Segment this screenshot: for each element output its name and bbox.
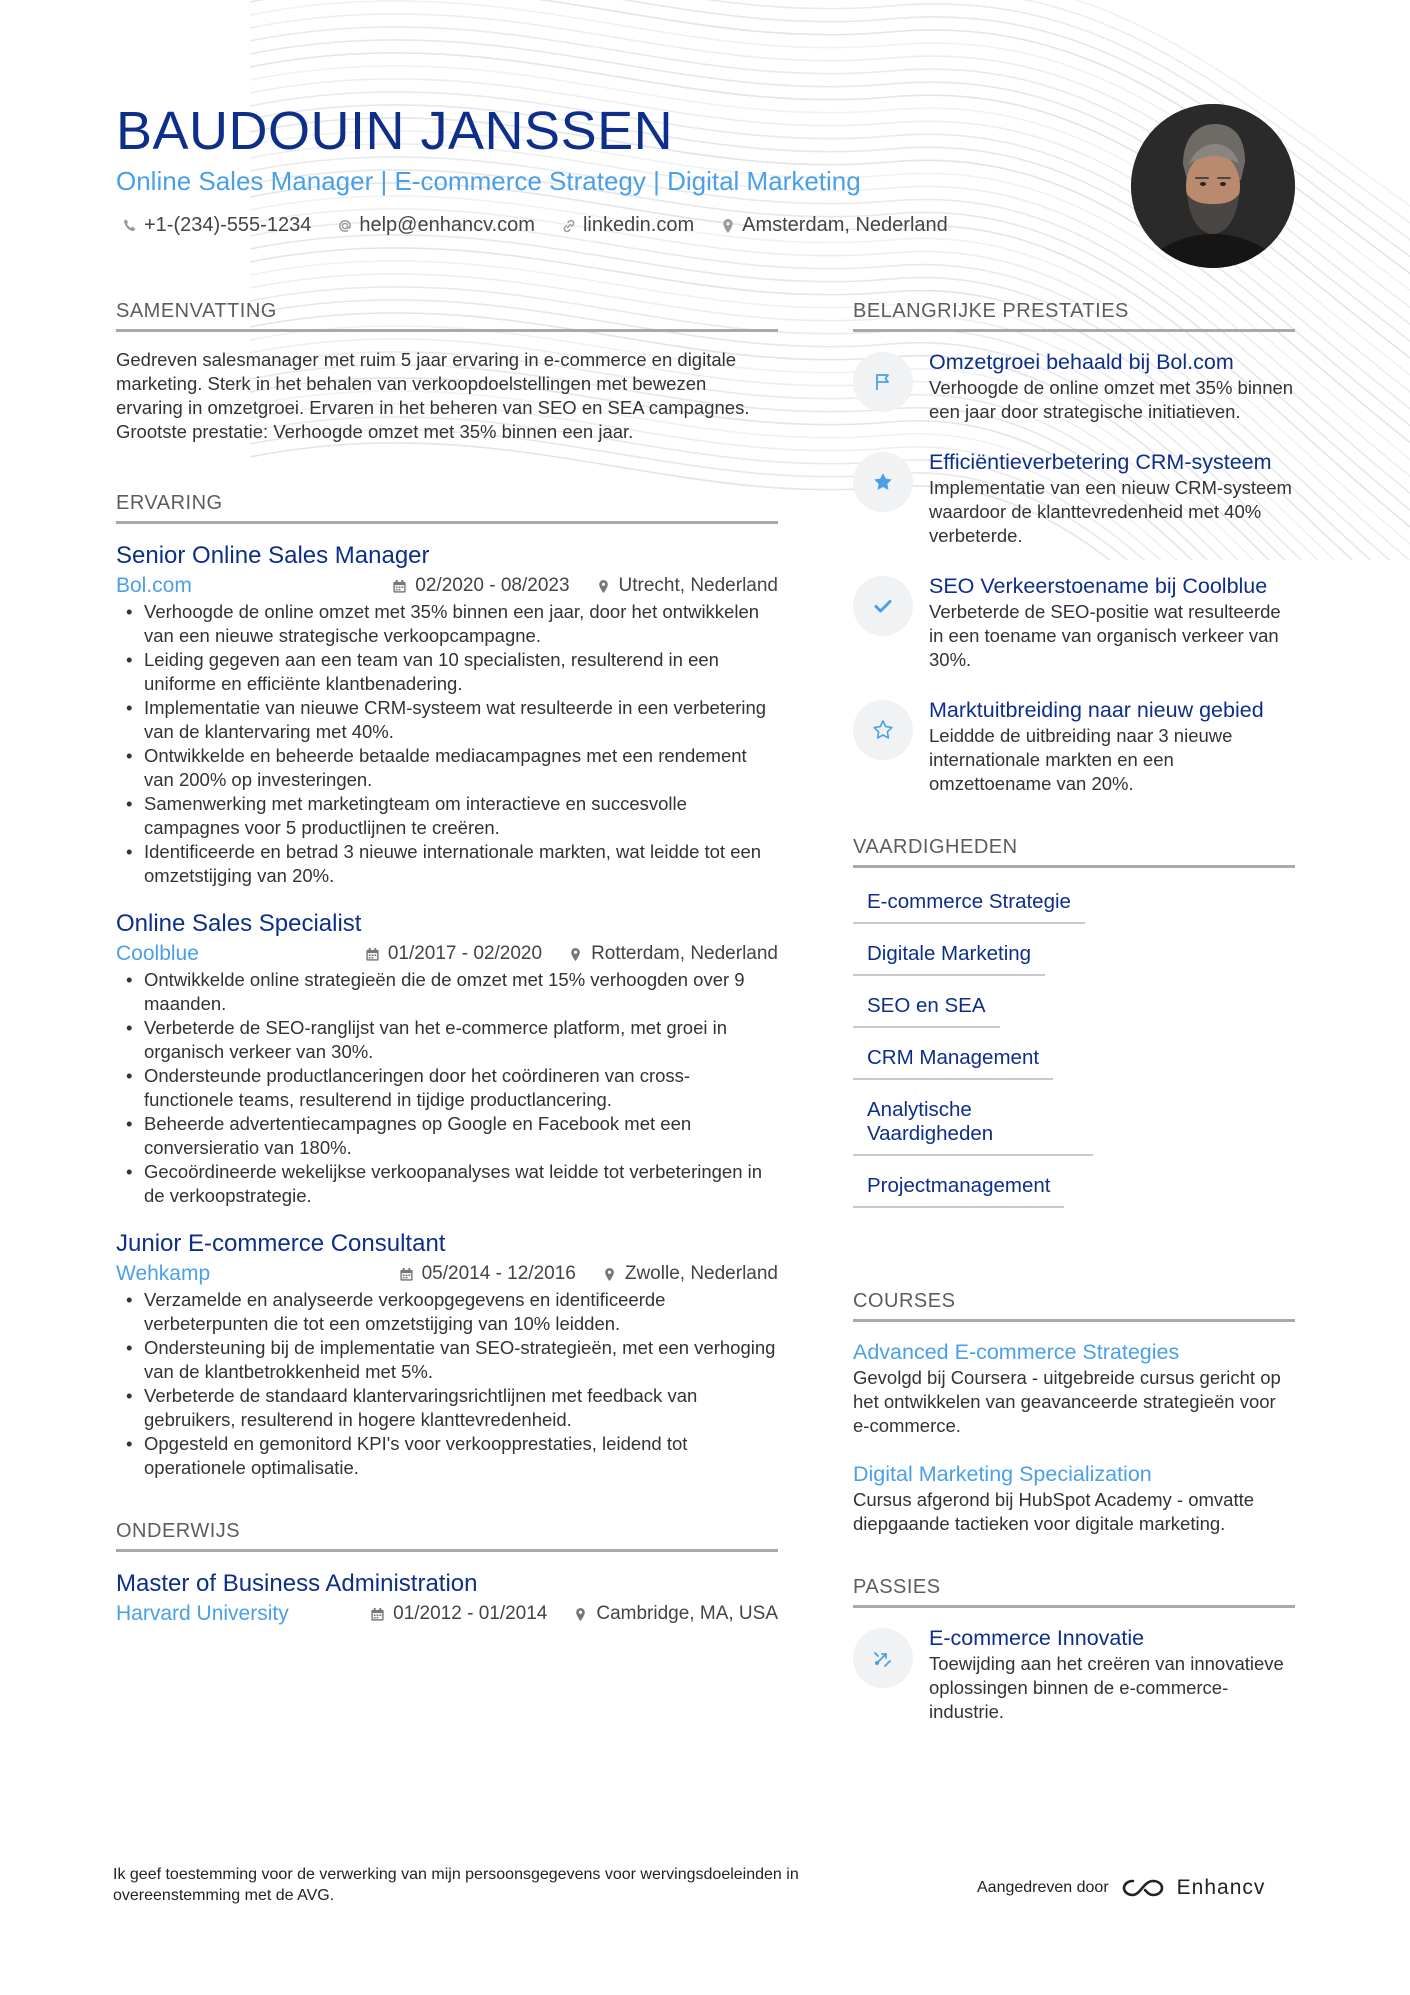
powered-by [977, 1876, 1265, 1900]
phone-icon [122, 218, 138, 234]
achievement-title: Efficiëntieverbetering CRM-systeem [929, 450, 1272, 474]
map-pin-icon [720, 218, 736, 234]
job-location [596, 575, 778, 597]
job-title: Senior Online Sales Manager [116, 542, 430, 569]
at-icon [337, 218, 353, 234]
calendar-icon [365, 947, 380, 962]
portrait-image [1131, 104, 1295, 268]
bullet-item: • Ontwikkelde en beheerde betaalde mediacampagnes met een rendement van 200% op investeringen. [116, 744, 778, 792]
passion-desc: Toewijding aan het creëren van innovatieve oplossingen binnen de e-commerce-industrie. [929, 1653, 1284, 1722]
skill-tag: SEO en SEA [853, 988, 1000, 1028]
job-meta [116, 574, 778, 598]
job-location [602, 1263, 778, 1285]
job-location [568, 943, 778, 965]
education-meta [116, 1602, 778, 1626]
passion-item [853, 1624, 1295, 1724]
company-name: Coolblue [116, 942, 199, 965]
job-location-text: Rotterdam, Nederland [591, 943, 778, 964]
job-bullets [116, 968, 778, 1208]
degree-title: Master of Business Administration [116, 1570, 478, 1597]
course-title: Advanced E-commerce Strategies [853, 1340, 1180, 1364]
school-name: Harvard University [116, 1602, 289, 1625]
flag-icon [871, 370, 895, 394]
job-dates-text: 01/2017 - 02/2020 [387, 943, 543, 964]
achievement-title: Omzetgroei behaald bij Bol.com [929, 350, 1234, 374]
bullet-item: • Identificeerde en betrad 3 nieuwe internationale markten, wat leidde tot een omzetstijging van 20%. [116, 840, 778, 888]
achievement-desc: Verhoogde de online omzet met 35% binnen een jaar door strategische initiatieven. [929, 377, 1294, 422]
map-pin-icon [568, 947, 583, 962]
job-dates-text: 02/2020 - 08/2023 [415, 575, 570, 596]
job-meta [116, 942, 778, 966]
powered-by-label: Aangedreven door [977, 1879, 1109, 1896]
course-desc: Gevolgd bij Coursera - uitgebreide cursus gericht op het ontwikkelen van geavanceerde strategieën voor e-commerce. [853, 1367, 1281, 1436]
consent-note: Ik geef toestemming voor de verwerking van mijn persoonsgegevens voor wervingsdoeleinden in overeenstemming met de AVG. [113, 1866, 799, 1904]
section-title-passions: PASSIES [853, 1576, 1295, 1608]
bullet-item: • Implementatie van nieuwe CRM-systeem wat resulteerde in een verbetering van de klantervaring met 40%. [116, 696, 778, 744]
skill-tag: E-commerce Strategie [853, 884, 1085, 924]
profile-photo [1131, 104, 1295, 268]
skill-tag: CRM Management [853, 1040, 1053, 1080]
job-bullets [116, 600, 778, 888]
course-item [853, 1338, 1295, 1438]
job-dates [392, 575, 569, 597]
company-name: Bol.com [116, 574, 192, 597]
left-column [116, 300, 778, 1646]
map-pin-icon [596, 579, 611, 594]
calendar-icon [370, 1607, 385, 1622]
bullet-item: • Opgesteld en gemonitord KPI's voor verkoopprestaties, leidend tot operationele optimalisatie. [116, 1432, 778, 1480]
skill-tag: Analytische Vaardigheden [853, 1092, 1093, 1156]
job-title: Online Sales Specialist [116, 910, 362, 937]
contact-bar [122, 214, 974, 237]
job-location-text: Utrecht, Nederland [618, 575, 778, 596]
job-bullets [116, 1288, 778, 1480]
map-pin-icon [602, 1267, 617, 1282]
route-icon [871, 1646, 895, 1670]
bullet-item: • Ondersteuning bij de implementatie van SEO-strategieën, met een verhoging van de klantbetrokkenheid met 5%. [116, 1336, 778, 1384]
job-dates-text: 05/2014 - 12/2016 [421, 1263, 576, 1284]
contact-location [720, 214, 948, 237]
job-dates [399, 1263, 576, 1285]
bullet-item: • Leiding gegeven aan een team van 10 specialisten, resulterend in een uniforme en efficiënte klantbenadering. [116, 648, 778, 696]
section-title-summary: SAMENVATTING [116, 300, 778, 332]
brand-name: Enhancv [1176, 1876, 1266, 1899]
achievement-desc: Implementatie van een nieuw CRM-systeem waardoor de klanttevredenheid met 40% verbeterde. [929, 477, 1292, 546]
achievement-desc: Verbeterde de SEO-positie wat resulteerde in een toename van organisch verkeer van 30%. [929, 601, 1281, 670]
skills-list [853, 884, 1293, 1220]
link-icon [561, 218, 577, 234]
achievement-item [853, 696, 1295, 796]
bullet-item: • Verbeterde de SEO-ranglijst van het e-commerce platform, met groei in organisch verkeer van 30%. [116, 1016, 778, 1064]
achievement-item [853, 572, 1295, 672]
star-filled-icon [871, 470, 895, 494]
location-text: Amsterdam, Nederland [742, 214, 948, 236]
course-item [853, 1460, 1295, 1536]
job-meta [116, 1262, 778, 1286]
achievement-title: SEO Verkeerstoename bij Coolblue [929, 574, 1268, 598]
section-title-education: ONDERWIJS [116, 1520, 778, 1552]
education-location [573, 1603, 778, 1625]
infinity-logo-icon [1121, 1877, 1167, 1899]
phone-text: +1-(234)-555-1234 [144, 214, 312, 236]
passion-title: E-commerce Innovatie [929, 1626, 1145, 1650]
bullet-item: • Verhoogde de online omzet met 35% binnen een jaar, door het ontwikkelen van een nieuwe strategische verkoopcampagne. [116, 600, 778, 648]
section-title-courses: COURSES [853, 1290, 1295, 1322]
section-title-skills: VAARDIGHEDEN [853, 836, 1295, 868]
right-column [853, 300, 1295, 1748]
achievement-desc: Leiddde de uitbreiding naar 3 nieuwe internationale markten en een omzettoename van 20%. [929, 725, 1233, 794]
contact-email[interactable] [337, 214, 535, 237]
job-title: Junior E-commerce Consultant [116, 1230, 446, 1257]
bullet-item: • Ondersteunde productlanceringen door het coördineren van cross-functionele teams, resulterend in tijdige productlancering. [116, 1064, 778, 1112]
skill-tag: Projectmanagement [853, 1168, 1064, 1208]
section-title-achievements: BELANGRIJKE PRESTATIES [853, 300, 1295, 332]
job-entry [116, 540, 778, 888]
calendar-icon [399, 1267, 414, 1282]
education-dates-text: 01/2012 - 01/2014 [393, 1603, 548, 1624]
achievement-title: Marktuitbreiding naar nieuw gebied [929, 698, 1264, 722]
job-dates [365, 943, 542, 965]
job-location-text: Zwolle, Nederland [624, 1263, 778, 1284]
contact-phone[interactable] [122, 214, 311, 237]
skill-tag: Digitale Marketing [853, 936, 1045, 976]
star-outline-icon [871, 718, 895, 742]
job-entry [116, 908, 778, 1208]
bullet-item: • Verbeterde de standaard klantervaringsrichtlijnen met feedback van gebruikers, resulterend in hogere klanttevredenheid. [116, 1384, 778, 1432]
summary-text: Gedreven salesmanager met ruim 5 jaar ervaring in e-commerce en digitale marketing. Sterk in het behalen van verkoopdoelstellingen met bewezen ervaring in omzetgroei. Ervaren in het beheren van SEO en SEA campagnes. Grootste prestatie: Verhoogde omzet met 35% binnen een jaar. [116, 349, 750, 442]
company-name: Wehkamp [116, 1262, 211, 1285]
education-entry [116, 1568, 778, 1626]
calendar-icon [392, 579, 407, 594]
map-pin-icon [573, 1607, 588, 1622]
candidate-name: BAUDOUIN JANSSEN [116, 101, 674, 161]
email-text: help@enhancv.com [359, 214, 535, 236]
bullet-item: • Ontwikkelde online strategieën die de omzet met 15% verhoogden over 9 maanden. [116, 968, 778, 1016]
contact-linkedin[interactable] [561, 214, 694, 237]
achievement-item [853, 448, 1295, 548]
bullet-item: • Verzamelde en analyseerde verkoopgegevens en identificeerde verbeterpunten die tot een omzetstijging van 10% leidden. [116, 1288, 778, 1336]
bullet-item: • Gecoördineerde wekelijkse verkoopanalyses wat leidde tot verbeteringen in de verkoopstrategie. [116, 1160, 778, 1208]
education-dates [370, 1603, 547, 1625]
bullet-item: • Beheerde advertentiecampagnes op Google en Facebook met een conversieratio van 180%. [116, 1112, 778, 1160]
job-entry [116, 1228, 778, 1480]
check-icon [871, 594, 895, 618]
achievement-item [853, 348, 1295, 424]
education-location-text: Cambridge, MA, USA [596, 1603, 778, 1624]
section-title-experience: ERVARING [116, 492, 778, 524]
enhancv-logo[interactable] [1121, 1876, 1266, 1900]
bullet-item: • Samenwerking met marketingteam om interactieve en succesvolle campagnes voor 5 productlijnen te creëren. [116, 792, 778, 840]
linkedin-text: linkedin.com [582, 214, 695, 236]
course-title: Digital Marketing Specialization [853, 1462, 1152, 1486]
course-desc: Cursus afgerond bij HubSpot Academy - omvatte diepgaande tactieken voor digitale marketing. [853, 1489, 1255, 1534]
candidate-headline: Online Sales Manager | E-commerce Strategy | Digital Marketing [116, 166, 861, 196]
